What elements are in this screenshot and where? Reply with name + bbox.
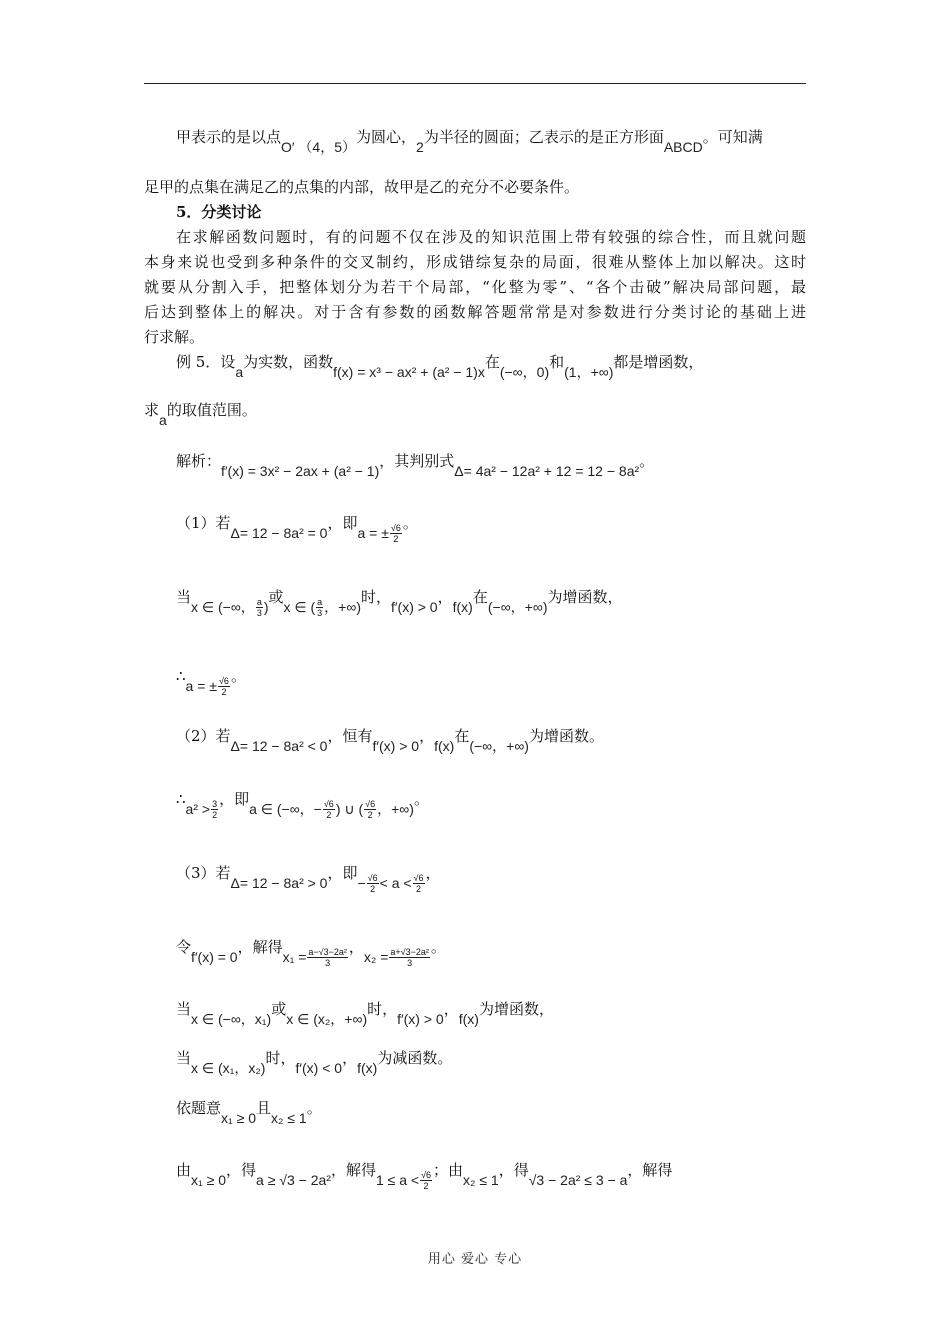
math: Δ= 12 − 8a² > 0 xyxy=(230,875,328,891)
paragraph-line: 就要从分割入手，把整体划分为若干个局部，“化整为零”、“各个击破”解决局部问题，最 xyxy=(144,278,806,296)
text: 且 xyxy=(256,1099,272,1117)
text: 为增函数， xyxy=(547,588,623,606)
math: a² > xyxy=(185,801,211,817)
denominator: 2 xyxy=(326,809,332,820)
text: ，即 xyxy=(219,790,250,808)
case-2-line xyxy=(144,725,806,754)
text: ， xyxy=(348,938,364,956)
math: a ∈ (−∞，− xyxy=(249,801,322,817)
text: 和 xyxy=(549,353,565,371)
math: f(x) = x³ − ax² + (a² − 1)x xyxy=(333,364,485,380)
math: x₂ ≤ 1 xyxy=(463,1172,499,1188)
math: Δ= 4a² − 12a² + 12 = 12 − 8a² xyxy=(454,463,640,479)
condition-line xyxy=(144,1097,806,1126)
fraction xyxy=(307,947,347,968)
math: O′ （4，5） xyxy=(281,139,356,155)
math: 2 xyxy=(416,139,424,155)
text: ，即 xyxy=(327,514,358,532)
text: 。 xyxy=(230,667,246,685)
text: 为半径的圆面；乙表示的是正方形面 xyxy=(423,128,664,146)
section-title: 5．分类讨论 xyxy=(176,203,262,221)
math: f′(x) > 0 xyxy=(391,599,438,615)
text: 求 xyxy=(144,401,160,419)
math: x ∈ (x₁，x₂) xyxy=(191,1060,266,1076)
fraction xyxy=(390,523,402,544)
text: 甲表示的是以点 xyxy=(176,128,282,146)
math: x₁ ≥ 0 xyxy=(221,1110,256,1126)
numerator: a xyxy=(256,596,262,607)
text: 解析： xyxy=(176,452,222,470)
math: x ∈ (−∞， xyxy=(191,599,255,615)
text: 或 xyxy=(271,1000,287,1018)
fraction xyxy=(323,799,335,820)
denominator: 2 xyxy=(416,883,422,894)
math: x₂ ≤ 1 xyxy=(271,1110,307,1126)
math: f′(x) > 0 xyxy=(397,1011,444,1027)
numerator: a+√3−2a² xyxy=(390,946,429,957)
text: 为实数，函数 xyxy=(243,353,334,371)
text: 例 5．设 xyxy=(176,353,236,371)
fraction xyxy=(256,597,263,618)
text: 。 xyxy=(413,790,429,808)
text: ；由 xyxy=(433,1161,464,1179)
math: x ∈ (−∞，x₁) xyxy=(191,1011,272,1027)
text: （3）若 xyxy=(176,864,231,882)
numerator: √6 xyxy=(218,675,229,686)
text: 在 xyxy=(472,588,488,606)
denominator: 3 xyxy=(407,957,413,968)
math: x₂ = xyxy=(363,949,389,965)
denominator: 3 xyxy=(325,957,331,968)
text: 都是增函数， xyxy=(613,353,704,371)
solution-line xyxy=(144,450,806,479)
math: x₁ ≥ 0 xyxy=(191,1172,226,1188)
math: f′(x) > 0 xyxy=(372,738,420,754)
math: a ≥ √3 − 2a² xyxy=(256,1172,331,1188)
text: 。 xyxy=(306,1099,322,1117)
text: 由 xyxy=(176,1161,192,1179)
numerator: √6 xyxy=(323,798,334,809)
fraction xyxy=(389,947,429,968)
text: ，解得 xyxy=(237,938,283,956)
math: Δ= 12 − 8a² = 0 xyxy=(230,525,328,541)
math: (−∞，+∞) xyxy=(469,738,529,754)
text: ∴ xyxy=(176,667,186,685)
text: 时， xyxy=(361,588,392,606)
when-line-1 xyxy=(144,586,806,618)
text: 。 xyxy=(430,938,446,956)
therefore-line-2 xyxy=(144,788,806,820)
text: ， xyxy=(443,1000,459,1018)
text: ， xyxy=(425,864,441,882)
math: f′(x) = 3x² − 2ax + (a² − 1) xyxy=(221,463,380,479)
text: ， xyxy=(342,1049,358,1067)
numerator: √6 xyxy=(390,522,401,533)
text: 在 xyxy=(454,727,470,745)
denominator: 2 xyxy=(212,809,218,820)
math: (−∞，+∞) xyxy=(487,599,548,615)
math: f′(x) < 0 xyxy=(295,1060,343,1076)
math: f(x) xyxy=(434,738,455,754)
denominator: 3 xyxy=(256,607,262,618)
math: < a < xyxy=(379,875,412,891)
math: f(x) xyxy=(452,599,473,615)
header-rule xyxy=(144,83,806,84)
example-5-line-2 xyxy=(144,399,806,428)
fraction xyxy=(413,873,425,894)
text: 的取值范围。 xyxy=(166,401,257,419)
math: f′(x) = 0 xyxy=(191,949,238,965)
math: ) ∪ ( xyxy=(335,801,364,817)
denominator: 3 xyxy=(317,607,323,618)
case-3-line xyxy=(144,862,806,894)
numerator: √6 xyxy=(365,798,376,809)
text: 依题意 xyxy=(176,1099,222,1117)
text: 当 xyxy=(176,1049,192,1067)
math: 1 ≤ a < xyxy=(375,1172,420,1188)
math: √3 − 2a² ≤ 3 − a xyxy=(528,1172,628,1188)
math: f(x) xyxy=(458,1011,479,1027)
numerator: √6 xyxy=(421,1169,432,1180)
text: ，即 xyxy=(327,864,358,882)
text: （2）若 xyxy=(176,727,231,745)
math: a xyxy=(159,412,167,428)
math: − xyxy=(357,875,366,891)
numerator: 3 xyxy=(212,798,218,809)
fraction xyxy=(218,676,230,697)
math: a = ± xyxy=(185,678,217,694)
text: 时， xyxy=(265,1049,296,1067)
numerator: a−√3−2a² xyxy=(308,946,347,957)
text: 。 xyxy=(639,452,655,470)
math: (−∞，0) xyxy=(499,364,550,380)
text: 。 xyxy=(402,514,418,532)
therefore-line-1 xyxy=(144,665,806,697)
math: ，+∞) xyxy=(324,599,361,615)
text: 时， xyxy=(367,1000,398,1018)
math: ) xyxy=(263,599,269,615)
math: Δ= 12 − 8a² < 0 xyxy=(230,738,328,754)
text: 。可知满 xyxy=(702,128,763,146)
text: ∴ xyxy=(176,790,186,808)
when-line-3 xyxy=(144,1047,806,1076)
text: ，解得 xyxy=(627,1161,673,1179)
denominator: 2 xyxy=(393,533,399,544)
text: 当 xyxy=(176,588,192,606)
numerator: a xyxy=(317,596,323,607)
math: f(x) xyxy=(357,1060,378,1076)
roots-line xyxy=(144,936,806,968)
text-line-2: 足甲的点集在满足乙的点集的内部，故甲是乙的充分不必要条件。 xyxy=(144,178,580,196)
text: ，恒有 xyxy=(327,727,373,745)
fraction xyxy=(211,799,218,820)
numerator: √6 xyxy=(367,872,378,883)
denominator: 2 xyxy=(370,883,376,894)
text: 为减函数。 xyxy=(377,1049,453,1067)
text: 在 xyxy=(484,353,500,371)
paragraph-line: 在求解函数问题时，有的问题不仅在涉及的知识范围上带有较强的综合性，而且就问题 xyxy=(176,228,806,246)
text: 令 xyxy=(176,938,192,956)
paragraph-line: 后达到整体上的解决。对于含有参数的函数解答题常常是对参数进行分类讨论的基础上进 xyxy=(144,303,806,321)
when-line-2 xyxy=(144,998,806,1027)
paragraph-line: 本身来说也受到多种条件的交叉制约，形成错综复杂的局面，很难从整体上加以解决。这时 xyxy=(144,253,806,271)
denominator: 2 xyxy=(221,686,227,697)
derivation-line xyxy=(144,1159,806,1191)
page-footer: 用心 爱心 专心 xyxy=(427,1252,523,1267)
text: 当 xyxy=(176,1000,192,1018)
math: x₁ = xyxy=(282,949,307,965)
text: 或 xyxy=(268,588,284,606)
text: ，解得 xyxy=(330,1161,376,1179)
math: x ∈ ( xyxy=(283,599,316,615)
text: ， xyxy=(437,588,453,606)
text: （1）若 xyxy=(176,514,231,532)
text: ，得 xyxy=(226,1161,257,1179)
text: 为增函数。 xyxy=(528,727,604,745)
text-line-1 xyxy=(144,126,806,155)
math: ABCD xyxy=(663,139,703,155)
math: a xyxy=(235,364,244,380)
fraction xyxy=(364,799,376,820)
text: ， xyxy=(419,727,435,745)
example-5-line xyxy=(144,351,806,380)
text: ，其判别式 xyxy=(379,452,455,470)
denominator: 2 xyxy=(367,809,373,820)
fraction xyxy=(367,873,379,894)
fraction xyxy=(316,597,323,618)
math: a = ± xyxy=(357,525,389,541)
text: ，得 xyxy=(498,1161,529,1179)
denominator: 2 xyxy=(423,1180,429,1191)
numerator: √6 xyxy=(413,872,424,883)
math: x ∈ (x₂，+∞) xyxy=(286,1011,368,1027)
fraction xyxy=(420,1170,432,1191)
math: (1，+∞) xyxy=(564,364,614,380)
text: 为增函数， xyxy=(478,1000,554,1018)
case-1-line xyxy=(144,512,806,544)
text: 为圆心， xyxy=(356,128,417,146)
math: ，+∞) xyxy=(377,801,414,817)
paragraph-line: 行求解。 xyxy=(144,328,205,346)
